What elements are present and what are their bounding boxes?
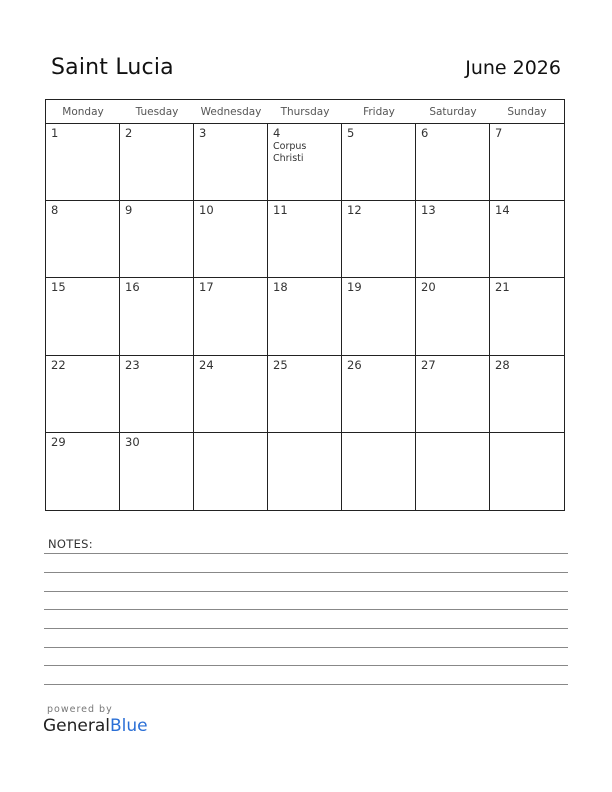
day-cell [490, 433, 564, 510]
generalblue-logo[interactable] [43, 716, 148, 736]
weekday-header: Tuesday [120, 100, 194, 124]
notes-line [44, 591, 568, 592]
day-cell [194, 201, 268, 278]
day-cell [46, 356, 120, 433]
day-cell [342, 356, 416, 433]
day-cell [194, 124, 268, 201]
day-number: 8 [51, 203, 59, 218]
day-number: 22 [51, 357, 66, 372]
notes-line [44, 572, 568, 573]
day-number: 28 [495, 357, 510, 372]
weekday-header: Wednesday [194, 100, 268, 124]
weekday-header: Thursday [268, 100, 342, 124]
notes-line [44, 684, 568, 685]
day-cell [120, 278, 194, 355]
day-cell [416, 201, 490, 278]
day-cell [120, 124, 194, 201]
day-cell [120, 433, 194, 510]
day-number: 24 [199, 357, 214, 372]
country-title: Saint Lucia [51, 55, 174, 80]
calendar-grid [45, 99, 565, 511]
day-number: 26 [347, 357, 362, 372]
day-number: 18 [273, 280, 288, 295]
day-number: 16 [125, 280, 140, 295]
weekday-header: Monday [46, 100, 120, 124]
day-cell [268, 356, 342, 433]
day-number: 4 [273, 126, 281, 140]
day-cell [194, 356, 268, 433]
day-cell [342, 201, 416, 278]
day-cell [268, 278, 342, 355]
brand-blue: Blue [110, 716, 148, 736]
day-cell [490, 124, 564, 201]
notes-line [44, 553, 568, 554]
day-cell [120, 201, 194, 278]
day-number: 11 [273, 203, 288, 218]
day-cell [46, 278, 120, 355]
day-cell [416, 433, 490, 510]
day-number: 19 [347, 280, 362, 295]
day-number: 17 [199, 280, 214, 295]
day-number: 5 [347, 126, 355, 140]
day-number: 21 [495, 280, 510, 295]
notes-line [44, 665, 568, 666]
weekday-header: Saturday [416, 100, 490, 124]
day-cell [416, 124, 490, 201]
notes-line [44, 609, 568, 610]
day-number: 15 [51, 280, 66, 295]
day-cell [268, 433, 342, 510]
day-cell [342, 433, 416, 510]
day-number: 12 [347, 203, 362, 218]
day-cell [46, 201, 120, 278]
notes-line [44, 647, 568, 648]
day-cell [46, 433, 120, 510]
day-cell [342, 278, 416, 355]
day-number: 30 [125, 434, 140, 449]
brand-general: General [43, 716, 110, 736]
day-cell [342, 124, 416, 201]
day-number: 27 [421, 357, 436, 372]
day-cell [416, 356, 490, 433]
day-cell [416, 278, 490, 355]
day-number: 7 [495, 126, 503, 140]
day-cell [194, 433, 268, 510]
powered-by-text: powered by [47, 704, 113, 715]
weekday-header: Sunday [490, 100, 564, 124]
notes-line [44, 628, 568, 629]
weekday-header: Friday [342, 100, 416, 124]
day-cell [490, 356, 564, 433]
day-cell [46, 124, 120, 201]
day-number: 23 [125, 357, 140, 372]
notes-label: NOTES: [48, 537, 93, 551]
day-number: 20 [421, 280, 436, 295]
day-number: 29 [51, 434, 66, 449]
day-cell [268, 124, 342, 201]
holiday-event: Corpus Christi [273, 141, 307, 164]
day-cell [490, 201, 564, 278]
day-number: 13 [421, 203, 436, 218]
day-number: 1 [51, 126, 59, 140]
day-number: 9 [125, 203, 133, 218]
day-cell [194, 278, 268, 355]
day-cell [490, 278, 564, 355]
day-cell [120, 356, 194, 433]
day-number: 6 [421, 126, 429, 140]
day-number: 2 [125, 126, 133, 140]
day-number: 14 [495, 203, 510, 218]
month-year-title: June 2026 [465, 57, 561, 79]
day-number: 10 [199, 203, 214, 218]
day-number: 25 [273, 357, 288, 372]
day-cell [268, 201, 342, 278]
day-number: 3 [199, 126, 207, 140]
